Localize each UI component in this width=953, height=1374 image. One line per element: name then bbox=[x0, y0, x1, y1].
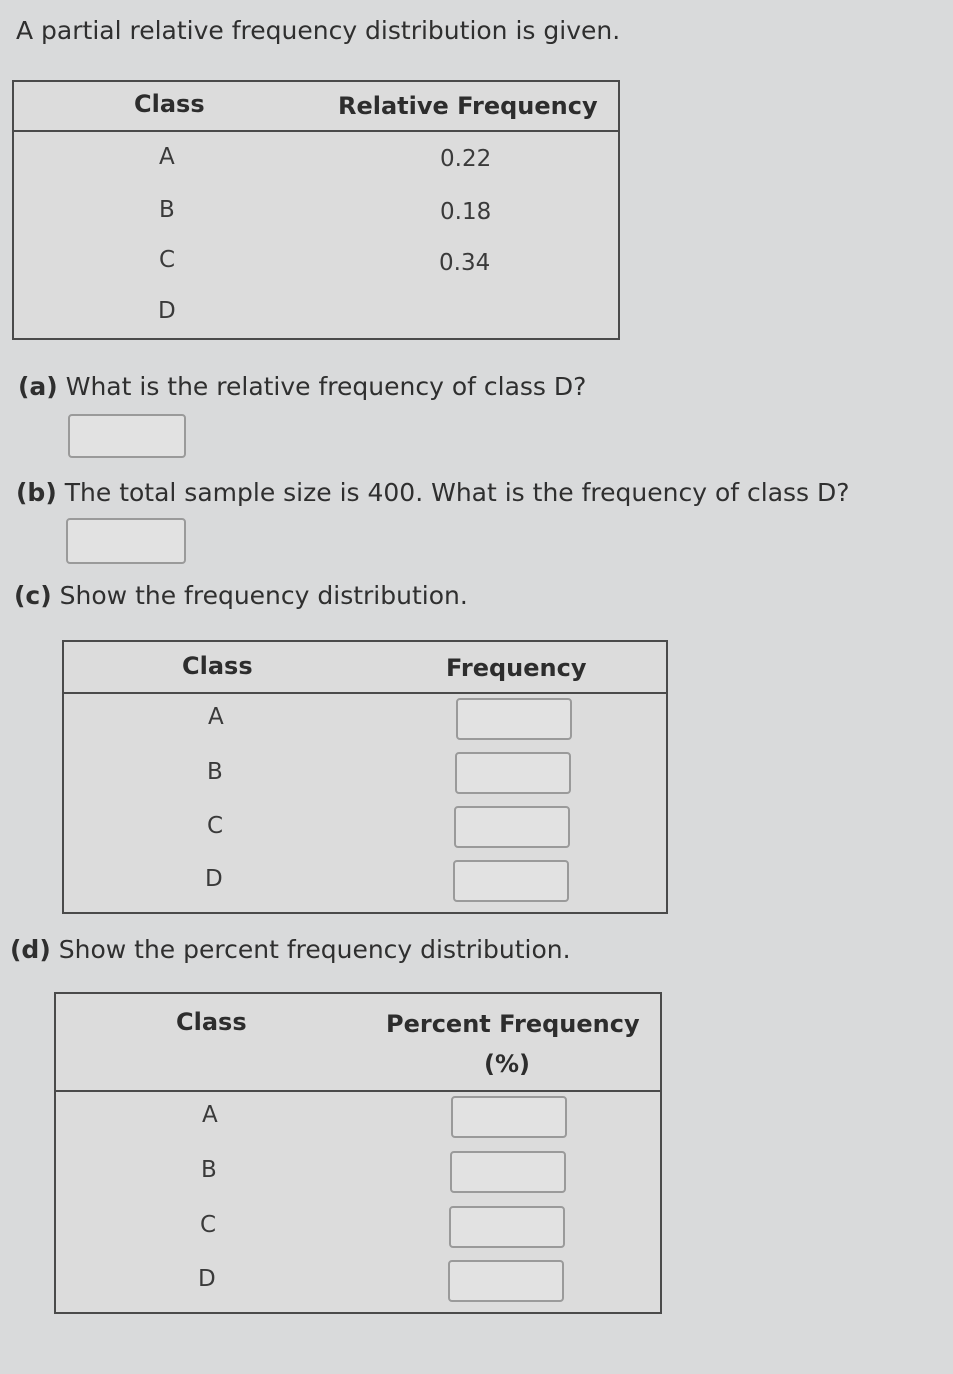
relative-frequency-table bbox=[12, 80, 620, 340]
frequency-a-input[interactable] bbox=[456, 698, 572, 740]
row-d-class: D bbox=[205, 866, 223, 892]
row-a-class: A bbox=[208, 704, 224, 730]
column-header-frequency: Frequency bbox=[446, 654, 587, 682]
row-b-class: B bbox=[201, 1157, 217, 1183]
row-b-class: B bbox=[207, 759, 223, 785]
percent-d-input[interactable] bbox=[448, 1260, 564, 1302]
row-c-class: C bbox=[200, 1212, 217, 1238]
column-header-relative-frequency: Relative Frequency bbox=[338, 92, 598, 120]
row-a-class: A bbox=[159, 144, 175, 170]
row-b-value: 0.18 bbox=[440, 199, 492, 225]
column-header-percent-unit: (%) bbox=[484, 1050, 530, 1078]
frequency-c-input[interactable] bbox=[454, 806, 570, 848]
question-d-label: (d) bbox=[10, 935, 51, 964]
question-d bbox=[10, 935, 571, 964]
answer-a-input[interactable] bbox=[68, 414, 186, 458]
question-b bbox=[16, 478, 850, 507]
row-a-class: A bbox=[202, 1102, 218, 1128]
percent-b-input[interactable] bbox=[450, 1151, 566, 1193]
row-d-class: D bbox=[158, 298, 176, 324]
frequency-b-input[interactable] bbox=[455, 752, 571, 794]
column-header-class: Class bbox=[134, 90, 205, 118]
percent-a-input[interactable] bbox=[451, 1096, 567, 1138]
row-c-value: 0.34 bbox=[439, 250, 491, 276]
table-header bbox=[56, 994, 660, 1092]
row-c-class: C bbox=[207, 813, 224, 839]
question-b-text: The total sample size is 400. What is the frequency of class D? bbox=[64, 478, 850, 507]
question-c bbox=[14, 581, 468, 610]
question-c-text: Show the frequency distribution. bbox=[59, 581, 468, 610]
percent-frequency-table bbox=[54, 992, 662, 1314]
question-a-label: (a) bbox=[18, 372, 58, 401]
frequency-table bbox=[62, 640, 668, 914]
column-header-class: Class bbox=[176, 1008, 247, 1036]
column-header-percent-frequency: Percent Frequency bbox=[386, 1010, 640, 1038]
row-d-class: D bbox=[198, 1266, 216, 1292]
row-a-value: 0.22 bbox=[440, 146, 492, 172]
percent-c-input[interactable] bbox=[449, 1206, 565, 1248]
question-a-text: What is the relative frequency of class D? bbox=[65, 372, 587, 401]
intro-text: A partial relative frequency distribution is given. bbox=[16, 16, 621, 45]
question-a bbox=[18, 372, 586, 401]
row-c-class: C bbox=[159, 247, 176, 273]
answer-b-input[interactable] bbox=[66, 518, 186, 564]
row-b-class: B bbox=[159, 197, 175, 223]
column-header-class: Class bbox=[182, 652, 253, 680]
question-d-text: Show the percent frequency distribution. bbox=[58, 935, 571, 964]
question-c-label: (c) bbox=[14, 581, 52, 610]
frequency-d-input[interactable] bbox=[453, 860, 569, 902]
question-b-label: (b) bbox=[16, 478, 57, 507]
